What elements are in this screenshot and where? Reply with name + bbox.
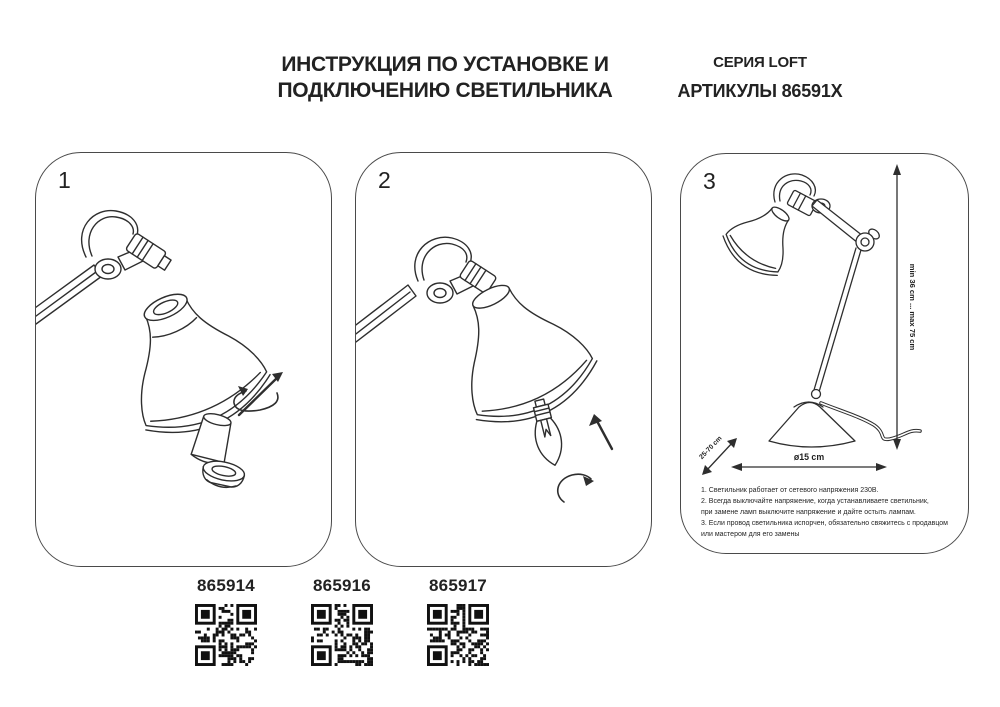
series-block	[630, 54, 890, 102]
height-dimension	[893, 164, 917, 450]
articles-label: АРТИКУЛЫ 86591X	[677, 81, 843, 101]
diameter-dimension-label: ø15 cm	[793, 452, 825, 462]
reach-dimension-label: 25-70 cm	[698, 435, 724, 461]
article-number: 865916	[313, 576, 371, 595]
diameter-dimension	[731, 452, 887, 471]
lamp-arm	[36, 265, 102, 324]
height-dimension-label: min 36 cm ... max 75 cm	[908, 263, 917, 351]
qr-code	[195, 604, 257, 666]
panel-step-2	[355, 152, 652, 567]
panel-step-3	[680, 153, 969, 554]
panel-step-1	[35, 152, 332, 567]
qr-code	[427, 604, 489, 666]
safety-line: при замене ламп выключите напряжение и дайте остыть лампам.	[701, 509, 916, 516]
article-number: 865917	[429, 576, 487, 595]
lamp-arm	[356, 285, 416, 342]
elbow-joint	[856, 227, 881, 251]
safety-instructions	[701, 485, 953, 540]
reach-dimension	[698, 435, 737, 475]
safety-line: 2. Всегда выключайте напряжение, когда устанавливаете светильник,	[701, 498, 929, 505]
step-number: 1	[58, 167, 71, 193]
step-number: 2	[378, 167, 391, 193]
bulb	[527, 397, 567, 468]
lamp-base	[769, 390, 855, 448]
lamp-socket	[95, 233, 173, 279]
lamp-exploded-illustration	[36, 153, 331, 566]
qr-code	[311, 604, 373, 666]
product-item	[284, 576, 400, 666]
article-number: 865914	[197, 576, 255, 595]
insert-arrow-icon	[589, 414, 612, 449]
series-label: СЕРИЯ LOFT	[713, 54, 807, 71]
product-item	[400, 576, 516, 666]
safety-line: или мастером для его замены	[701, 531, 800, 538]
product-item	[168, 576, 284, 666]
rotate-arrow-icon	[558, 474, 594, 502]
lamp-bulb-illustration	[356, 153, 651, 566]
safety-line: 1. Светильник работает от сетевого напряжения 230В.	[701, 487, 879, 494]
product-list	[168, 576, 516, 666]
page-title-line2: ПОДКЛЮЧЕНИЮ СВЕТИЛЬНИКА	[277, 79, 613, 102]
page-title	[250, 52, 640, 104]
lamp-shade	[99, 271, 279, 451]
page-title-line1: ИНСТРУКЦИЯ ПО УСТАНОВКЕ И	[281, 53, 609, 76]
shade-ring	[200, 458, 246, 491]
step-number: 3	[703, 168, 716, 194]
lower-arm	[814, 248, 861, 392]
upper-arm	[812, 200, 863, 243]
safety-line: 3. Если провод светильника испорчен, обязательно свяжитесь с продавцом	[701, 520, 948, 527]
